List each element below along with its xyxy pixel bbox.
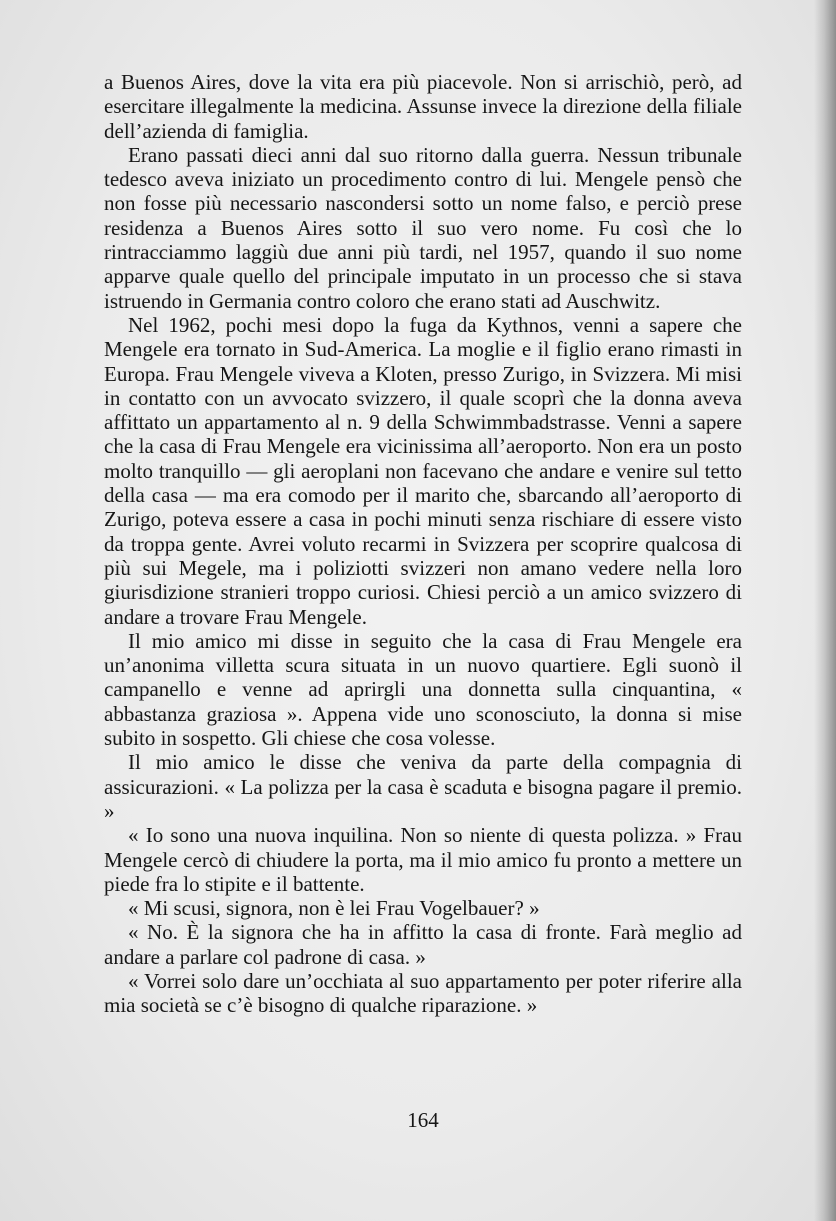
paragraph: Nel 1962, pochi mesi dopo la fuga da Kythnos, venni a sapere che Mengele era tornato in Sud-America. La moglie e il figlio erano rimasti in Europa. Frau Mengele viveva a Kloten, presso Zurigo, in Svizzera. Mi misi in contatto con un avvocato svizzero, il quale scoprì che la donna aveva affittato un appartamento al n. 9 della Schwimmbadstrasse. Venni a sapere che la casa di Frau Mengele era vicinissima all’aeroporto. Non era un posto molto tranquillo — gli aeroplani non facevano che andare e venire sul tetto della casa — ma era comodo per il marito che, sbarcando all’aeroporto di Zurigo, poteva essere a casa in pochi minuti senza rischiare di essere visto da troppa gente. Avrei voluto recarmi in Svizzera per scoprire qualcosa di più sui Megele, ma i poliziotti svizzeri non amano vedere nella loro giurisdizione stranieri troppo curiosi. Chiesi perciò a un amico svizzero di andare a trovare Frau Mengele. [104,312,742,629]
paragraph: Il mio amico le disse che veniva da parte della compagnia di assicurazioni. « La polizza per la casa è scaduta e bisogna pagare il premio. » [104,750,742,823]
page-number: 164 [407,1108,439,1132]
body-text [104,70,742,1018]
paragraph: « Vorrei solo dare un’occhiata al suo appartamento per poter riferire alla mia società se c’è bisogno di qualche riparazione. » [104,968,742,1018]
paragraph: « Mi scusi, signora, non è lei Frau Vogelbauer? » [128,896,540,921]
paragraph: Il mio amico mi disse in seguito che la casa di Frau Mengele era un’anonima villetta scura situata in un nuovo quartiere. Egli suonò il campanello e venne ad aprirgli una donnetta sulla cinquantina, « abbastanza graziosa ». Appena vide uno sconosciuto, la donna si mise subito in sospetto. Gli chiese che cosa volesse. [104,628,742,751]
paragraph: Erano passati dieci anni dal suo ritorno dalla guerra. Nessun tribunale tedesco aveva iniziato un procedimento contro di lui. Mengele pensò che non fosse più necessario nascondersi sotto un nome falso, e perciò prese residenza a Buenos Aires sotto il suo vero nome. Fu così che lo rintracciammo laggiù due anni più tardi, nel 1957, quando il suo nome apparve quale quello del principale imputato in un processo che si stava istruendo in Germania contro coloro che erano stati ad Auschwitz. [104,142,742,313]
paragraph: a Buenos Aires, dove la vita era più piacevole. Non si arrischiò, però, ad esercitare illegalmente la medicina. Assunse invece la direzione della filiale dell’azienda di famiglia. [104,70,742,143]
paragraph: « Io sono una nuova inquilina. Non so niente di questa polizza. » Frau Mengele cercò di chiudere la porta, ma il mio amico fu pronto a mettere un piede fra lo stipite e il battente. [104,823,742,896]
page-edge-shadow [814,0,836,1221]
paragraph: « No. È la signora che ha in affitto la casa di fronte. Farà meglio ad andare a parlare col padrone di casa. » [104,920,742,969]
